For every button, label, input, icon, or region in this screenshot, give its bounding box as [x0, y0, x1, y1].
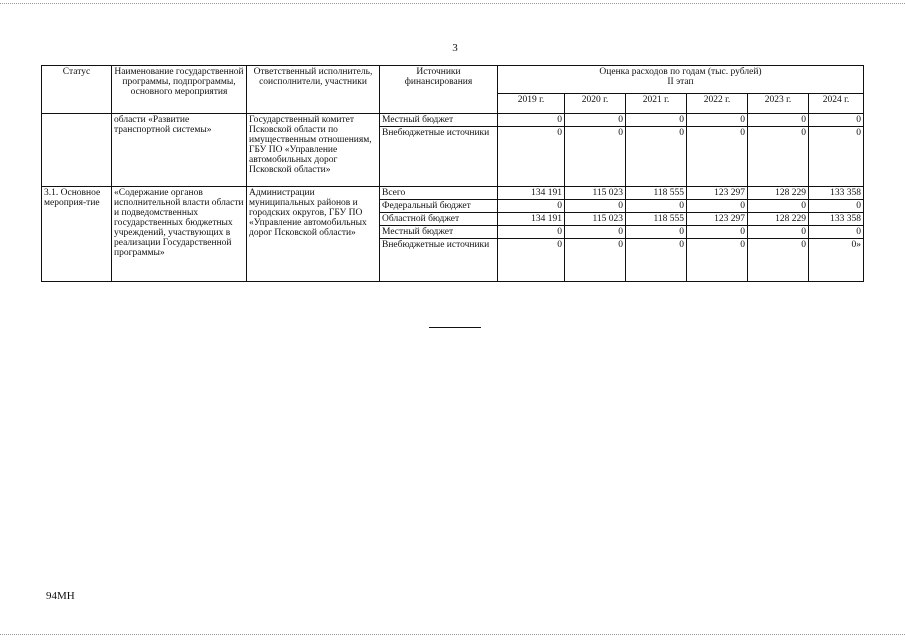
header-year: 2022 г.	[687, 94, 748, 114]
value-cell: 0	[687, 226, 748, 239]
value-cell: 0	[498, 114, 565, 127]
value-cell: 118 555	[626, 187, 687, 200]
document-code: 94МН	[46, 590, 75, 602]
value-cell: 0	[748, 127, 809, 187]
value-cell: 0	[809, 127, 864, 187]
value-cell: 0	[498, 200, 565, 213]
responsible-cell: Государственный комитет Псковской области по имущественным отношениям, ГБУ ПО «Управление автомобильных дорог Псковской области»	[247, 114, 380, 187]
value-cell: 0	[626, 127, 687, 187]
source-cell: Местный бюджет	[380, 226, 498, 239]
budget-table	[41, 65, 864, 282]
header-year: 2021 г.	[626, 94, 687, 114]
responsible-cell: Администрации муниципальных районов и городских округов, ГБУ ПО «Управление автомобильных дорог Псковской области»	[247, 187, 380, 282]
source-cell: Всего	[380, 187, 498, 200]
header-year: 2019 г.	[498, 94, 565, 114]
source-cell: Федеральный бюджет	[380, 200, 498, 213]
value-cell: 134 191	[498, 187, 565, 200]
header-stage: II этап	[667, 77, 694, 87]
source-cell: Внебюджетные источники	[380, 239, 498, 282]
value-cell: 0	[498, 226, 565, 239]
value-cell: 0	[687, 200, 748, 213]
value-cell: 128 229	[748, 213, 809, 226]
status-cell: 3.1. Основное мероприя-тие	[42, 187, 112, 282]
value-cell: 0	[498, 127, 565, 187]
status-cell-empty	[42, 114, 112, 187]
value-cell: 0	[498, 239, 565, 282]
header-status: Статус	[42, 66, 112, 114]
page-number: 3	[452, 42, 458, 54]
value-cell: 0	[565, 114, 626, 127]
value-cell: 0	[626, 200, 687, 213]
value-cell: 0	[626, 226, 687, 239]
value-cell: 0»	[809, 239, 864, 282]
value-cell: 0	[687, 114, 748, 127]
value-cell: 123 297	[687, 187, 748, 200]
value-cell: 0	[626, 239, 687, 282]
value-cell: 133 358	[809, 187, 864, 200]
header-year: 2020 г.	[565, 94, 626, 114]
value-cell: 118 555	[626, 213, 687, 226]
header-estimate	[498, 66, 864, 94]
value-cell: 123 297	[687, 213, 748, 226]
value-cell: 0	[748, 239, 809, 282]
value-cell: 0	[687, 239, 748, 282]
value-cell: 0	[687, 127, 748, 187]
header-estimate-title: Оценка расходов по годам (тыс. рублей)	[599, 67, 762, 77]
value-cell: 0	[626, 114, 687, 127]
value-cell: 128 229	[748, 187, 809, 200]
value-cell: 0	[748, 114, 809, 127]
value-cell: 0	[809, 114, 864, 127]
value-cell: 0	[565, 239, 626, 282]
value-cell: 0	[565, 127, 626, 187]
source-cell: Областной бюджет	[380, 213, 498, 226]
header-responsible: Ответственный исполнитель, соисполнители, участники	[247, 66, 380, 114]
program-name-cell: «Содержание органов исполнительной власти области и подведомственных государственных бюджетных учреждений, участвующих в реализации Государственной программы»	[112, 187, 247, 282]
value-cell: 0	[809, 226, 864, 239]
source-cell: Внебюджетные источники	[380, 127, 498, 187]
scan-edge-bottom	[0, 634, 905, 635]
header-name: Наименование государственной программы, подпрограммы, основного мероприятия	[112, 66, 247, 114]
program-name-cell: области «Развитие транспортной системы»	[112, 114, 247, 187]
value-cell: 133 358	[809, 213, 864, 226]
value-cell: 0	[748, 200, 809, 213]
value-cell: 0	[565, 226, 626, 239]
header-year: 2024 г.	[809, 94, 864, 114]
scan-edge-top	[0, 3, 905, 4]
value-cell: 115 023	[565, 213, 626, 226]
end-rule	[429, 327, 481, 328]
source-cell: Местный бюджет	[380, 114, 498, 127]
value-cell: 134 191	[498, 213, 565, 226]
value-cell: 115 023	[565, 187, 626, 200]
value-cell: 0	[809, 200, 864, 213]
header-year: 2023 г.	[748, 94, 809, 114]
value-cell: 0	[748, 226, 809, 239]
value-cell: 0	[565, 200, 626, 213]
header-sources: Источники финансирования	[380, 66, 498, 114]
